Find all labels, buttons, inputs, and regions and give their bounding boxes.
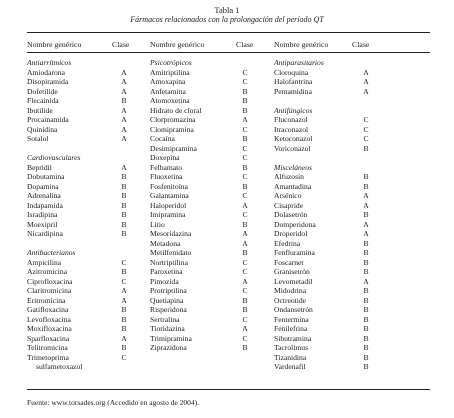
drug-class: B — [121, 172, 127, 181]
table-row — [27, 96, 137, 106]
drug-class: B — [121, 200, 127, 210]
table-row — [274, 191, 384, 201]
table-row — [27, 277, 137, 287]
header-row — [0, 40, 454, 50]
table-row — [150, 286, 260, 296]
drug-class: A — [242, 115, 248, 124]
table-row — [27, 315, 137, 325]
table-row — [27, 267, 137, 277]
table-row — [274, 315, 384, 325]
drug-class: B — [121, 267, 127, 276]
drug-class: B — [363, 343, 369, 352]
drug-class: B — [242, 134, 248, 143]
table-row — [150, 96, 260, 106]
header-name-1: Nombre genérico — [27, 40, 82, 49]
drug-name: Quinidina — [27, 124, 58, 134]
drug-name: Droperidol — [274, 229, 308, 238]
table-row — [274, 334, 384, 344]
table-row — [150, 182, 260, 192]
drug-class: A — [363, 276, 369, 286]
table-row — [27, 172, 137, 182]
drug-class: A — [363, 86, 369, 96]
drug-class: C — [242, 333, 248, 343]
table-row — [274, 305, 384, 315]
section-heading — [274, 58, 384, 68]
table-row — [274, 286, 384, 296]
table-row — [150, 248, 260, 258]
table-row — [150, 305, 260, 315]
drug-class: A — [363, 200, 369, 210]
drug-class: B — [363, 314, 369, 324]
table-row — [27, 106, 137, 116]
table-row — [274, 267, 384, 277]
drug-name: Mesoridazina — [150, 229, 192, 238]
drug-class: A — [363, 191, 369, 200]
drug-name: Flecainida — [27, 96, 59, 105]
table-row — [27, 182, 137, 192]
table-row — [150, 220, 260, 230]
drug-name: Clomipramina — [150, 124, 194, 134]
drug-name: Domperidona — [274, 219, 316, 229]
table-row — [274, 144, 384, 154]
drug-class: C — [363, 115, 369, 124]
drug-name: Metilfenidato — [150, 248, 192, 257]
drug-name: Ciprofloxacina — [27, 276, 73, 286]
drug-class: A — [121, 295, 127, 305]
drug-name: Imipramina — [150, 210, 186, 219]
table-row — [27, 305, 137, 315]
section-label: Antiarrítmicos — [27, 58, 72, 67]
drug-class: A — [121, 105, 127, 115]
drug-name: Ibutilide — [27, 105, 53, 115]
column-2 — [150, 58, 260, 353]
drug-class: B — [363, 352, 369, 362]
table-row — [150, 324, 260, 334]
drug-class: C — [121, 352, 127, 362]
drug-class: B — [242, 181, 248, 191]
drug-name: sulfametoxazol — [36, 362, 83, 371]
table-row — [274, 258, 384, 268]
spacer-row — [274, 96, 384, 106]
table-row — [274, 353, 384, 363]
table-row — [274, 134, 384, 144]
section-label: Misceláneos — [274, 162, 312, 172]
table-row — [27, 220, 137, 230]
table-row — [150, 77, 260, 87]
drug-name: Trimetoprima — [27, 352, 69, 362]
table-row — [27, 77, 137, 87]
drug-class: A — [121, 86, 127, 96]
table-row — [150, 229, 260, 239]
drug-name: Levofloxacina — [27, 314, 71, 324]
drug-class: A — [121, 67, 127, 77]
drug-class: A — [121, 77, 127, 86]
drug-class: C — [242, 77, 248, 86]
drug-name: Nortriptilina — [150, 257, 188, 267]
drug-name: Litio — [150, 219, 165, 229]
drug-name: Foscarnet — [274, 257, 304, 267]
drug-name: Fenilefrina — [274, 324, 308, 333]
table-row — [274, 296, 384, 306]
section-heading — [27, 248, 137, 258]
drug-class: C — [242, 257, 248, 267]
section-label: Antiparasitarios — [274, 58, 324, 67]
header-class-2: Clase — [236, 40, 254, 49]
table-row — [274, 115, 384, 125]
drug-class: B — [363, 143, 369, 153]
table-row — [274, 182, 384, 192]
drug-class: A — [242, 200, 248, 210]
drug-class: B — [363, 238, 369, 248]
table-row — [274, 343, 384, 353]
table-row — [150, 239, 260, 249]
table-row — [274, 277, 384, 287]
drug-name: Ketoconazol — [274, 134, 313, 143]
table-row — [274, 87, 384, 97]
drug-class: A — [363, 67, 369, 77]
drug-name: Fosfenitoína — [150, 181, 188, 191]
drug-class: A — [242, 238, 248, 248]
drug-name: Nicardipina — [27, 229, 63, 238]
drug-class: A — [363, 77, 369, 86]
drug-name: Tizanidina — [274, 352, 307, 362]
drug-class: A — [363, 219, 369, 229]
table-row — [150, 343, 260, 353]
table-subtitle: Fármacos relacionados con la prolongación del período QT — [130, 15, 324, 24]
drug-name: Galantamina — [150, 191, 189, 200]
drug-class: B — [121, 210, 127, 219]
table-title: Tabla 1 — [214, 5, 240, 15]
drug-class: B — [363, 305, 369, 314]
drug-name: Dofetilide — [27, 86, 58, 96]
drug-name: Ziprazidona — [150, 343, 187, 352]
table-row — [27, 353, 137, 363]
column-1 — [27, 58, 137, 372]
drug-class: C — [121, 276, 127, 286]
drug-class: C — [242, 153, 248, 162]
drug-class: B — [242, 105, 248, 115]
drug-name: Pentamidina — [274, 86, 312, 96]
section-heading — [27, 58, 137, 68]
drug-name: Halofantrina — [274, 77, 313, 86]
table-row — [150, 210, 260, 220]
drug-name: Gatifloxacina — [27, 305, 69, 314]
drug-class: A — [121, 115, 127, 124]
drug-name: Dobutamina — [27, 172, 65, 181]
drug-name: Protriptilina — [150, 286, 187, 295]
drug-class: A — [121, 162, 127, 172]
header-name-3: Nombre genérico — [274, 40, 329, 49]
drug-class: B — [363, 333, 369, 343]
table-row — [274, 172, 384, 182]
table-row — [150, 334, 260, 344]
drug-name: Anfetamina — [150, 86, 186, 96]
drug-class: B — [363, 248, 369, 257]
drug-name: Sertralina — [150, 314, 180, 324]
drug-class: B — [363, 257, 369, 267]
drug-class: B — [121, 219, 127, 229]
drug-name: Fluconazol — [274, 115, 308, 124]
drug-name: Moxifloxacina — [27, 324, 72, 333]
drug-class: B — [363, 286, 369, 295]
bottom-rule — [27, 389, 430, 390]
drug-class: B — [363, 295, 369, 305]
spacer-row — [27, 144, 137, 154]
drug-class: A — [363, 229, 369, 238]
table-row — [274, 220, 384, 230]
drug-name: Ampicilina — [27, 257, 62, 267]
drug-class: C — [363, 124, 369, 134]
drug-name: Risperidona — [150, 305, 187, 314]
drug-class: C — [242, 143, 248, 153]
header-rule — [27, 52, 430, 53]
drug-name: Paroxetina — [150, 267, 183, 276]
table-row — [274, 239, 384, 249]
drug-name: Trimipramina — [150, 333, 192, 343]
header-class-1: Clase — [112, 40, 130, 49]
table-row — [274, 201, 384, 211]
drug-class: B — [242, 86, 248, 96]
drug-name: Amiodarona — [27, 67, 65, 77]
table-row — [27, 362, 137, 372]
drug-name: Amitriptilina — [150, 67, 190, 77]
drug-name: Alfuzosin — [274, 172, 304, 181]
spacer-row — [274, 153, 384, 163]
table-row — [27, 125, 137, 135]
drug-name: Indapamida — [27, 200, 63, 210]
drug-name: Haloperidol — [150, 200, 187, 210]
drug-name: Desimipramina — [150, 143, 197, 153]
drug-name: Fenfluramina — [274, 248, 315, 257]
drug-class: C — [242, 286, 248, 295]
drug-name: Dopamina — [27, 181, 59, 191]
drug-name: Tacrolimus — [274, 343, 309, 352]
section-label: Psicotrópicos — [150, 58, 192, 67]
table-row — [274, 210, 384, 220]
drug-name: Bepridil — [27, 162, 52, 172]
drug-name: Telitromicina — [27, 343, 68, 352]
drug-name: Dolasetrón — [274, 210, 308, 219]
table-row — [150, 125, 260, 135]
table-row — [27, 296, 137, 306]
drug-name: Arsénico — [274, 191, 302, 200]
drug-name: Felbamato — [150, 162, 183, 172]
table-row — [27, 201, 137, 211]
table-row — [150, 258, 260, 268]
drug-name: Efedrina — [274, 238, 301, 248]
drug-name: Sibutramina — [274, 333, 312, 343]
drug-name: Eritromicina — [27, 295, 66, 305]
table-row — [150, 144, 260, 154]
table-row — [27, 229, 137, 239]
drug-class: A — [242, 229, 248, 238]
section-label: Antibacterianos — [27, 248, 76, 257]
table-row — [150, 315, 260, 325]
column-3 — [274, 58, 384, 372]
table-row — [27, 210, 137, 220]
drug-name: Quetiapina — [150, 295, 184, 305]
drug-class: B — [121, 181, 127, 191]
drug-class: B — [363, 172, 369, 181]
drug-name: Cloroquina — [274, 67, 309, 77]
drug-name: Granisetrón — [274, 267, 310, 276]
drug-class: B — [121, 305, 127, 314]
drug-class: B — [121, 96, 127, 105]
section-heading — [274, 106, 384, 116]
table-row — [27, 343, 137, 353]
drug-name: Tioridazina — [150, 324, 185, 333]
drug-class: C — [242, 67, 248, 77]
drug-class: A — [121, 333, 127, 343]
section-label: Antifúngicos — [274, 105, 313, 115]
table-row — [27, 68, 137, 78]
header-class-3: Clase — [352, 40, 370, 49]
drug-class: C — [242, 314, 248, 324]
drug-name: Atomoxetina — [150, 96, 190, 105]
table-source: Fuente: www.torsades.org (Accedido en agosto de 2004). — [27, 398, 200, 407]
drug-name: Metadona — [150, 238, 181, 248]
table-row — [150, 134, 260, 144]
drug-name: Doxepina — [150, 153, 180, 162]
table-row — [150, 267, 260, 277]
drug-name: Octreotide — [274, 295, 307, 305]
drug-name: Amoxapina — [150, 77, 186, 86]
drug-name: Adrenalina — [27, 191, 61, 200]
drug-name: Sparfloxacina — [27, 333, 70, 343]
drug-class: C — [363, 134, 369, 143]
drug-class: C — [242, 124, 248, 134]
drug-name: Hidrato de cloral — [150, 105, 202, 115]
drug-class: A — [242, 324, 248, 333]
drug-class: C — [121, 257, 127, 267]
drug-name: Fentermina — [274, 314, 309, 324]
drug-name: Moexipril — [27, 219, 58, 229]
table-row — [274, 248, 384, 258]
drug-class: C — [242, 172, 248, 181]
drug-class: B — [121, 229, 127, 238]
top-rule — [27, 32, 430, 33]
drug-class: B — [242, 219, 248, 229]
table-row — [274, 125, 384, 135]
spacer-row — [27, 239, 137, 249]
drug-class: B — [363, 324, 369, 333]
drug-class: B — [363, 181, 369, 191]
drug-name: Levometadil — [274, 276, 313, 286]
section-heading — [274, 163, 384, 173]
table-row — [150, 153, 260, 163]
table-row — [150, 172, 260, 182]
table-row — [27, 258, 137, 268]
drug-name: Isradipina — [27, 210, 58, 219]
drug-class: A — [121, 124, 127, 134]
table-row — [27, 286, 137, 296]
table-row — [150, 277, 260, 287]
drug-name: Vardenafil — [274, 362, 306, 371]
drug-name: Claritromicina — [27, 286, 72, 295]
table-row — [274, 324, 384, 334]
drug-name: Pimozida — [150, 276, 179, 286]
table-row — [27, 191, 137, 201]
table-row — [274, 68, 384, 78]
drug-name: Disopiramida — [27, 77, 69, 86]
drug-name: Cisapride — [274, 200, 304, 210]
drug-name: Ondansetrón — [274, 305, 313, 314]
drug-name: Cocaína — [150, 134, 175, 143]
table-row — [150, 163, 260, 173]
drug-name: Midodrina — [274, 286, 307, 295]
drug-class: B — [121, 314, 127, 324]
section-label: Cardiovasculares — [27, 153, 81, 162]
drug-class: B — [242, 248, 248, 257]
header-name-2: Nombre genérico — [150, 40, 205, 49]
table-row — [274, 362, 384, 372]
table-row — [150, 87, 260, 97]
table-row — [150, 191, 260, 201]
table-row — [274, 229, 384, 239]
drug-class: B — [242, 162, 248, 172]
drug-name: Fluoxetina — [150, 172, 183, 181]
drug-class: B — [363, 362, 369, 371]
drug-class: B — [121, 343, 127, 352]
section-heading — [150, 58, 260, 68]
drug-class: B — [242, 96, 248, 105]
drug-name: Amantadina — [274, 181, 312, 191]
drug-class: C — [242, 210, 248, 219]
drug-class: A — [121, 134, 127, 143]
drug-name: Procainamida — [27, 115, 69, 124]
drug-class: A — [121, 286, 127, 295]
table-row — [150, 115, 260, 125]
drug-class: A — [242, 276, 248, 286]
table-row — [274, 77, 384, 87]
drug-name: Azitromicina — [27, 267, 68, 276]
table-row — [27, 163, 137, 173]
drug-class: B — [242, 295, 248, 305]
drug-class: B — [121, 324, 127, 333]
table-row — [150, 296, 260, 306]
drug-class: C — [242, 191, 248, 200]
section-heading — [27, 153, 137, 163]
drug-class: B — [363, 267, 369, 276]
drug-name: Sotalol — [27, 134, 49, 143]
table-row — [27, 334, 137, 344]
table-row — [27, 87, 137, 97]
drug-class: C — [242, 267, 248, 276]
drug-class: B — [242, 343, 248, 352]
table-row — [27, 134, 137, 144]
drug-name: Clorpromazina — [150, 115, 196, 124]
drug-class: B — [121, 191, 127, 200]
drug-class: B — [242, 305, 248, 314]
drug-class: B — [363, 210, 369, 219]
table-row — [150, 201, 260, 211]
table-row — [27, 324, 137, 334]
table-row — [150, 106, 260, 116]
drug-name: Itraconazol — [274, 124, 309, 134]
table-row — [150, 68, 260, 78]
drug-name: Voriconazol — [274, 143, 311, 153]
table-row — [27, 115, 137, 125]
